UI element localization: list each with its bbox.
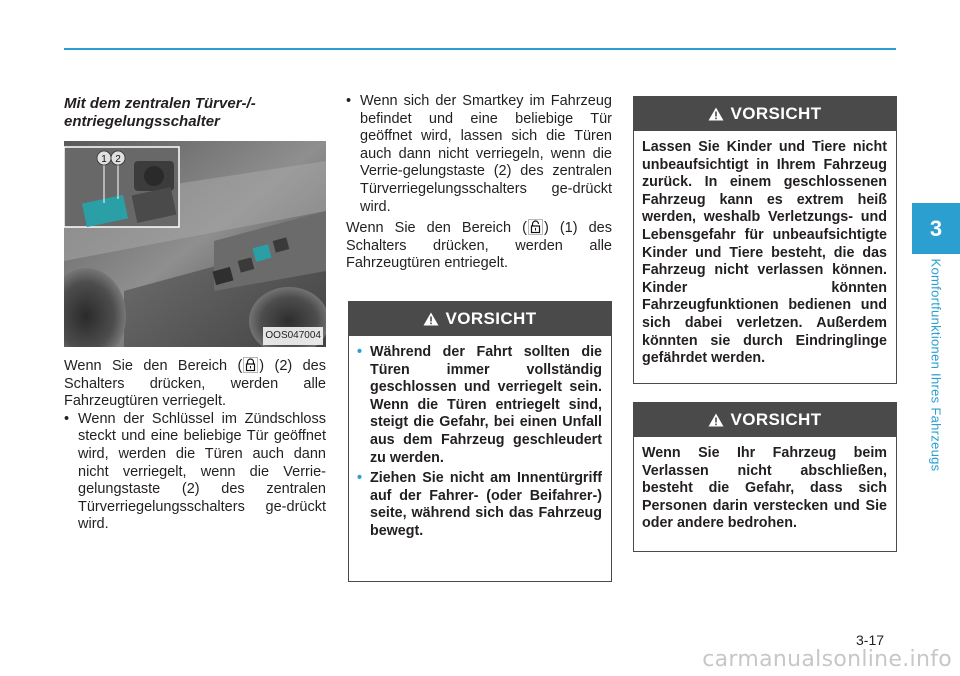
chapter-tab: 3: [912, 203, 960, 254]
warning-triangle-icon: [708, 107, 724, 121]
caution-header: VORSICHT: [634, 97, 896, 131]
page-number: 3-17: [856, 632, 885, 648]
caution-box-children: [633, 96, 897, 384]
lock-paragraph: Wenn Sie den Bereich ( ) (2) des Schalters drücken, werden alle Fahrzeugtüren verriegelt.: [64, 358, 326, 410]
top-rule: [64, 48, 896, 50]
image-code: OOS047004: [263, 327, 323, 345]
caution-bullet: • Ziehen Sie nicht am Innentürgriff auf der Fahrer- (oder Beifahrer-) seite, während sich das Fahrzeug bewegt.: [357, 470, 602, 539]
warning-triangle-icon: [708, 413, 724, 427]
callout-1: 1: [101, 154, 107, 165]
lock-closed-icon: [243, 357, 258, 373]
door-panel-illustration: [64, 141, 326, 347]
bullet-item: • Wenn sich der Smartkey im Fahrzeug befindet und eine beliebige Tür geöffnet wird, lassen sich die Türen auch dann nicht verriegeln, wenn die Verrie-gelungstaste (2) des zentralen Türverriegelungsschalters ge-drückt wird.: [346, 93, 612, 215]
caution-header: VORSICHT: [349, 302, 611, 336]
bullet-item: • Wenn der Schlüssel im Zündschloss steckt und eine beliebige Tür geöffnet wird, werden die Türen auch dann nicht verriegelt, wenn die Verrie-gelungstaste (2) des zentralen Türverriegelungsschalters ge-drückt wird.: [64, 410, 326, 533]
caution-text: Lassen Sie Kinder und Tiere nicht unbeaufsichtigt in Ihrem Fahrzeug zurück. In einem geschlossenen Fahrzeug kann es extrem heiß werden, weshalb Verletzungs- und Lebensgefahr für unbeaufsichtigte Kinder und Tiere besteht, die das Fahrzeug nicht verlassen können. Kinder könnten Fahrzeugfunktionen bedienen und sich dabei verletzen. Außerdem könnten sie durch Eindringlinge gefährdet werden.: [642, 139, 887, 367]
section-heading: Mit dem zentralen Türver-/-entriegelungsschalter: [64, 95, 256, 130]
lock-open-icon: [528, 219, 543, 235]
unlock-paragraph: Wenn Sie den Bereich ( ) (1) des Schalters drücken, werden alle Fahrzeugtüren entriegelt.: [346, 220, 612, 272]
caution-bullet: • Während der Fahrt sollten die Türen immer vollständig geschlossen und verriegelt sein. Wenn die Türen entriegelt sind, steigt die Gefahr, bei einen Unfall aus dem Fahrzeug geschleudert zu werden.: [357, 344, 602, 466]
caution-box-driving: [348, 301, 612, 582]
section-title: Komfortfunktionen Ihres Fahrzeugs: [928, 258, 944, 472]
caution-text: Wenn Sie Ihr Fahrzeug beim Verlassen nicht abschließen, besteht die Gefahr, dass sich Personen darin verstecken und Sie oder andere bedrohen.: [642, 445, 887, 532]
watermark: carmanualsonline.info: [702, 647, 952, 672]
column-middle: [346, 93, 612, 273]
column-left: [64, 95, 326, 534]
caution-box-unlocked: [633, 402, 897, 552]
caution-header: VORSICHT: [634, 403, 896, 437]
callout-2: 2: [115, 154, 121, 165]
door-switch-photo: [64, 141, 326, 347]
warning-triangle-icon: [423, 312, 439, 326]
